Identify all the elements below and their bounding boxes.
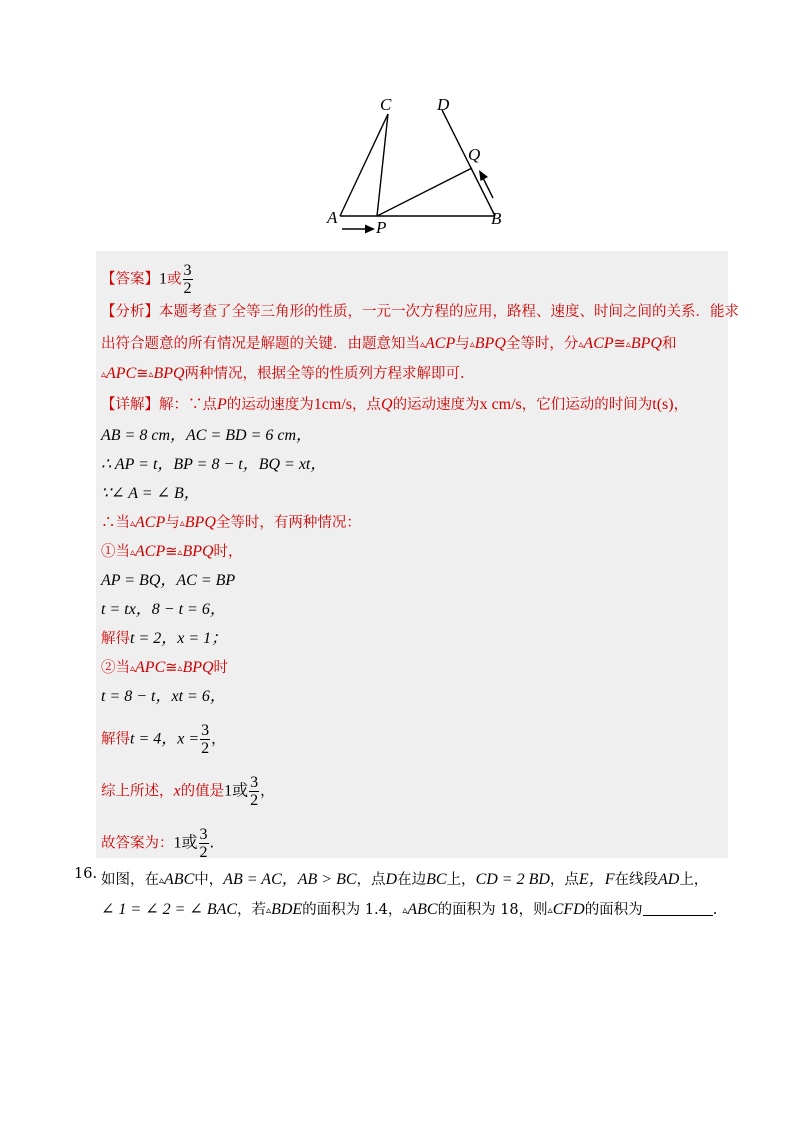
answer-or: 或: [167, 271, 182, 288]
case1-line: ①当▵ACP≅▵BPQ时，: [101, 543, 243, 560]
tri-cfd: CFD: [552, 901, 585, 918]
given-text: AB = 8 cm，AC = BD = 6 cm，: [101, 427, 313, 444]
question-number: 16.: [74, 866, 98, 882]
detail-tag: 【详解】: [101, 397, 159, 413]
detail-line-1: [101, 395, 688, 415]
label-a: A: [327, 208, 338, 227]
segment-cp: [377, 114, 388, 216]
answer-den: 2: [183, 280, 192, 297]
case2-fraction: [200, 722, 210, 757]
q16-l1-j: 上，: [679, 872, 709, 888]
detail-text-1b-2: 的运动速度为: [392, 397, 480, 413]
summary-fraction: [249, 774, 259, 809]
tri-abc: ABC: [164, 871, 195, 888]
q16-l2-e: 的面积为: [584, 902, 643, 918]
speed-q: x cm/s: [479, 396, 522, 413]
summary-den: 2: [250, 792, 259, 809]
case1-eq2-line: [101, 600, 226, 620]
tri-abc-2: ABC: [407, 901, 438, 918]
cong-symbol-2: ≅: [136, 366, 149, 382]
label-p: P: [376, 218, 387, 237]
cong-symbol: ≅: [613, 336, 626, 352]
cong-symbol-3: ≅: [165, 544, 178, 560]
q16-l2-c: 的面积为 1.4，: [302, 902, 403, 918]
q16-ad: AD: [657, 871, 680, 888]
segment-pq: [377, 168, 472, 216]
answer-int: 1: [159, 270, 167, 288]
case2-sol-line: [101, 722, 226, 757]
case2-eq-line: [101, 687, 226, 707]
summary-line: [101, 774, 275, 809]
summary-num: 3: [250, 774, 259, 791]
case2-den: 2: [201, 740, 210, 757]
word-yu: 与: [455, 336, 470, 352]
var-p: P: [217, 396, 227, 413]
analysis-line-1: [101, 302, 739, 322]
summary-comma: ，: [260, 783, 275, 800]
analysis-text-3: 两种情况，根据全等的性质列方程求解即可.: [184, 366, 465, 382]
step-angle-text: ∵∠ A = ∠ B，: [101, 485, 200, 502]
question-line-2: ∠ 1 = ∠ 2 = ∠ BAC，若▵BDE的面积为 1.4，▵ABC的面积为 18，则▵CFD的面积为 .: [101, 901, 718, 918]
q16-l1-i: 在线段: [614, 872, 658, 888]
final-fraction: [199, 826, 209, 861]
answer-line: [101, 262, 194, 297]
case1-sol-a: 解得: [101, 631, 130, 647]
final-dot: .: [209, 835, 215, 852]
final-line: [101, 826, 214, 861]
word-he: 和: [661, 336, 677, 352]
answer-tag: 【答案】: [101, 271, 159, 288]
label-q: Q: [468, 145, 481, 164]
step-angle-line: [101, 484, 200, 504]
analysis-line-3: ▵APC≅▵BPQ两种情况，根据全等的性质列方程求解即可.: [101, 365, 465, 382]
case2-num: 3: [201, 722, 210, 739]
case1-a: ①当: [101, 544, 130, 560]
case2-sol-b: t = 4，x =: [130, 730, 200, 748]
summary-c: 1或: [224, 782, 249, 800]
cong-symbol-4: ≅: [165, 660, 178, 676]
summary-a: 综上所述，: [101, 783, 174, 800]
arrow-q-head: [479, 170, 488, 181]
speed-p: 1cm/s: [313, 396, 352, 413]
tri-bpq-6: BPQ: [182, 659, 214, 676]
q16-ef: E，F: [578, 871, 615, 888]
q16-l1-d: ，点: [356, 872, 386, 888]
case2-a: ②当: [101, 660, 130, 676]
q16-l2-end: .: [712, 902, 718, 918]
tri-bpq: BPQ: [474, 335, 506, 352]
detail-text-1a: 解：∵点: [159, 397, 217, 413]
step-when-b: 全等时，有两种情况：: [215, 515, 361, 531]
q16-l1-g: CD = 2 BD: [475, 871, 550, 888]
tri-acp: ACP: [425, 335, 456, 352]
analysis-text-2: 出符合题意的所有情况是解题的关键．由题意知当: [101, 336, 420, 352]
q16-l1-e: 在边: [397, 872, 427, 888]
case2-sol-a: 解得: [101, 731, 130, 748]
q16-l2-a: ∠ 1 = ∠ 2 = ∠ BAC: [101, 901, 238, 918]
analysis-tag: 【分析】: [101, 304, 159, 320]
q16-l1-f: 上，: [446, 872, 476, 888]
answer-blank[interactable]: [643, 901, 713, 916]
q16-var-d: D: [385, 871, 398, 888]
case1-sol-line: [101, 629, 227, 649]
case2-eq: t = 8 − t，xt = 6，: [101, 688, 226, 705]
case2-b: 时: [213, 660, 229, 676]
analysis-text-2b: 全等时，分: [505, 336, 579, 352]
label-d: D: [437, 95, 450, 114]
geometry-figure: [320, 92, 520, 242]
case1-eq-line: [101, 571, 235, 591]
final-a: 故答案为：: [101, 835, 174, 852]
final-den: 2: [199, 844, 208, 861]
tri-bpq-4: BPQ: [184, 514, 216, 531]
case1-eq2: t = tx，8 − t = 6，: [101, 601, 226, 618]
analysis-text-1: 本题考查了全等三角形的性质，一元一次方程的应用，路程、速度、时间之间的关系．能求: [159, 304, 739, 320]
tri-acp-4: ACP: [135, 543, 166, 560]
q16-l1-a: 如图，在: [101, 872, 159, 888]
step-when-line: ∴当▵ACP与▵BPQ全等时，有两种情况：: [101, 514, 361, 531]
triangle-diagram: [320, 92, 520, 242]
step-ap-text: ∴ AP = t，BP = 8 − t，BQ = xt，: [101, 456, 327, 473]
question-line-1: 如图，在▵ABC中，AB = AC，AB > BC，点D在边BC上，CD = 2 BD，点E，F在线段AD上，: [101, 871, 709, 888]
given-line: [101, 426, 312, 446]
segment-ac: [340, 114, 388, 216]
tri-bpq-2: BPQ: [630, 335, 662, 352]
q16-l1-h: ，点: [549, 872, 579, 888]
detail-text-1d: ，它们运动的时间为: [521, 397, 653, 413]
case1-b: 时，: [213, 544, 243, 560]
step-when-a: ∴当: [101, 515, 130, 531]
label-c: C: [380, 95, 392, 114]
q16-l2-b: ，若: [237, 902, 267, 918]
var-x: x: [173, 782, 181, 800]
detail-text-1b: 的运动速度为: [226, 397, 314, 413]
answer-fraction: [183, 262, 193, 297]
detail-text-1e: ，: [673, 397, 689, 413]
case1-sol-b: t = 2，x = 1；: [130, 630, 228, 647]
case2-comma: ，: [211, 731, 226, 748]
tri-acp-2: ACP: [583, 335, 614, 352]
q16-bc: BC: [426, 871, 447, 888]
case1-eq: AP = BQ，AC = BP: [101, 572, 236, 589]
label-b: B: [491, 209, 502, 228]
tri-bde: BDE: [271, 901, 303, 918]
tri-apc: APC: [106, 365, 137, 382]
q16-l1-b: 中，: [194, 872, 224, 888]
summary-b: 的值是: [180, 783, 225, 800]
tri-acp-3: ACP: [135, 514, 166, 531]
arrow-p-head: [365, 225, 375, 234]
word-yu-2: 与: [165, 515, 180, 531]
answer-num: 3: [183, 262, 192, 279]
tri-bpq-5: BPQ: [182, 543, 214, 560]
detail-text-1c: ，点: [352, 397, 381, 413]
tri-apc-2: APC: [135, 659, 166, 676]
step-ap-line: [101, 455, 326, 475]
tri-bpq-3: BPQ: [153, 365, 185, 382]
q16-l1-c: AB = AC，AB > BC: [223, 871, 357, 888]
final-b: 1或: [173, 834, 198, 852]
var-q: Q: [381, 396, 393, 413]
case2-line: ②当▵APC≅▵BPQ时: [101, 659, 229, 676]
final-num: 3: [199, 826, 208, 843]
analysis-line-2: 出符合题意的所有情况是解题的关键．由题意知当▵ACP与▵BPQ全等时，分▵ACP≅▵BPQ和: [101, 335, 677, 352]
time-var: t(s): [652, 396, 674, 413]
q16-l2-d: 的面积为 18，则: [437, 902, 548, 918]
